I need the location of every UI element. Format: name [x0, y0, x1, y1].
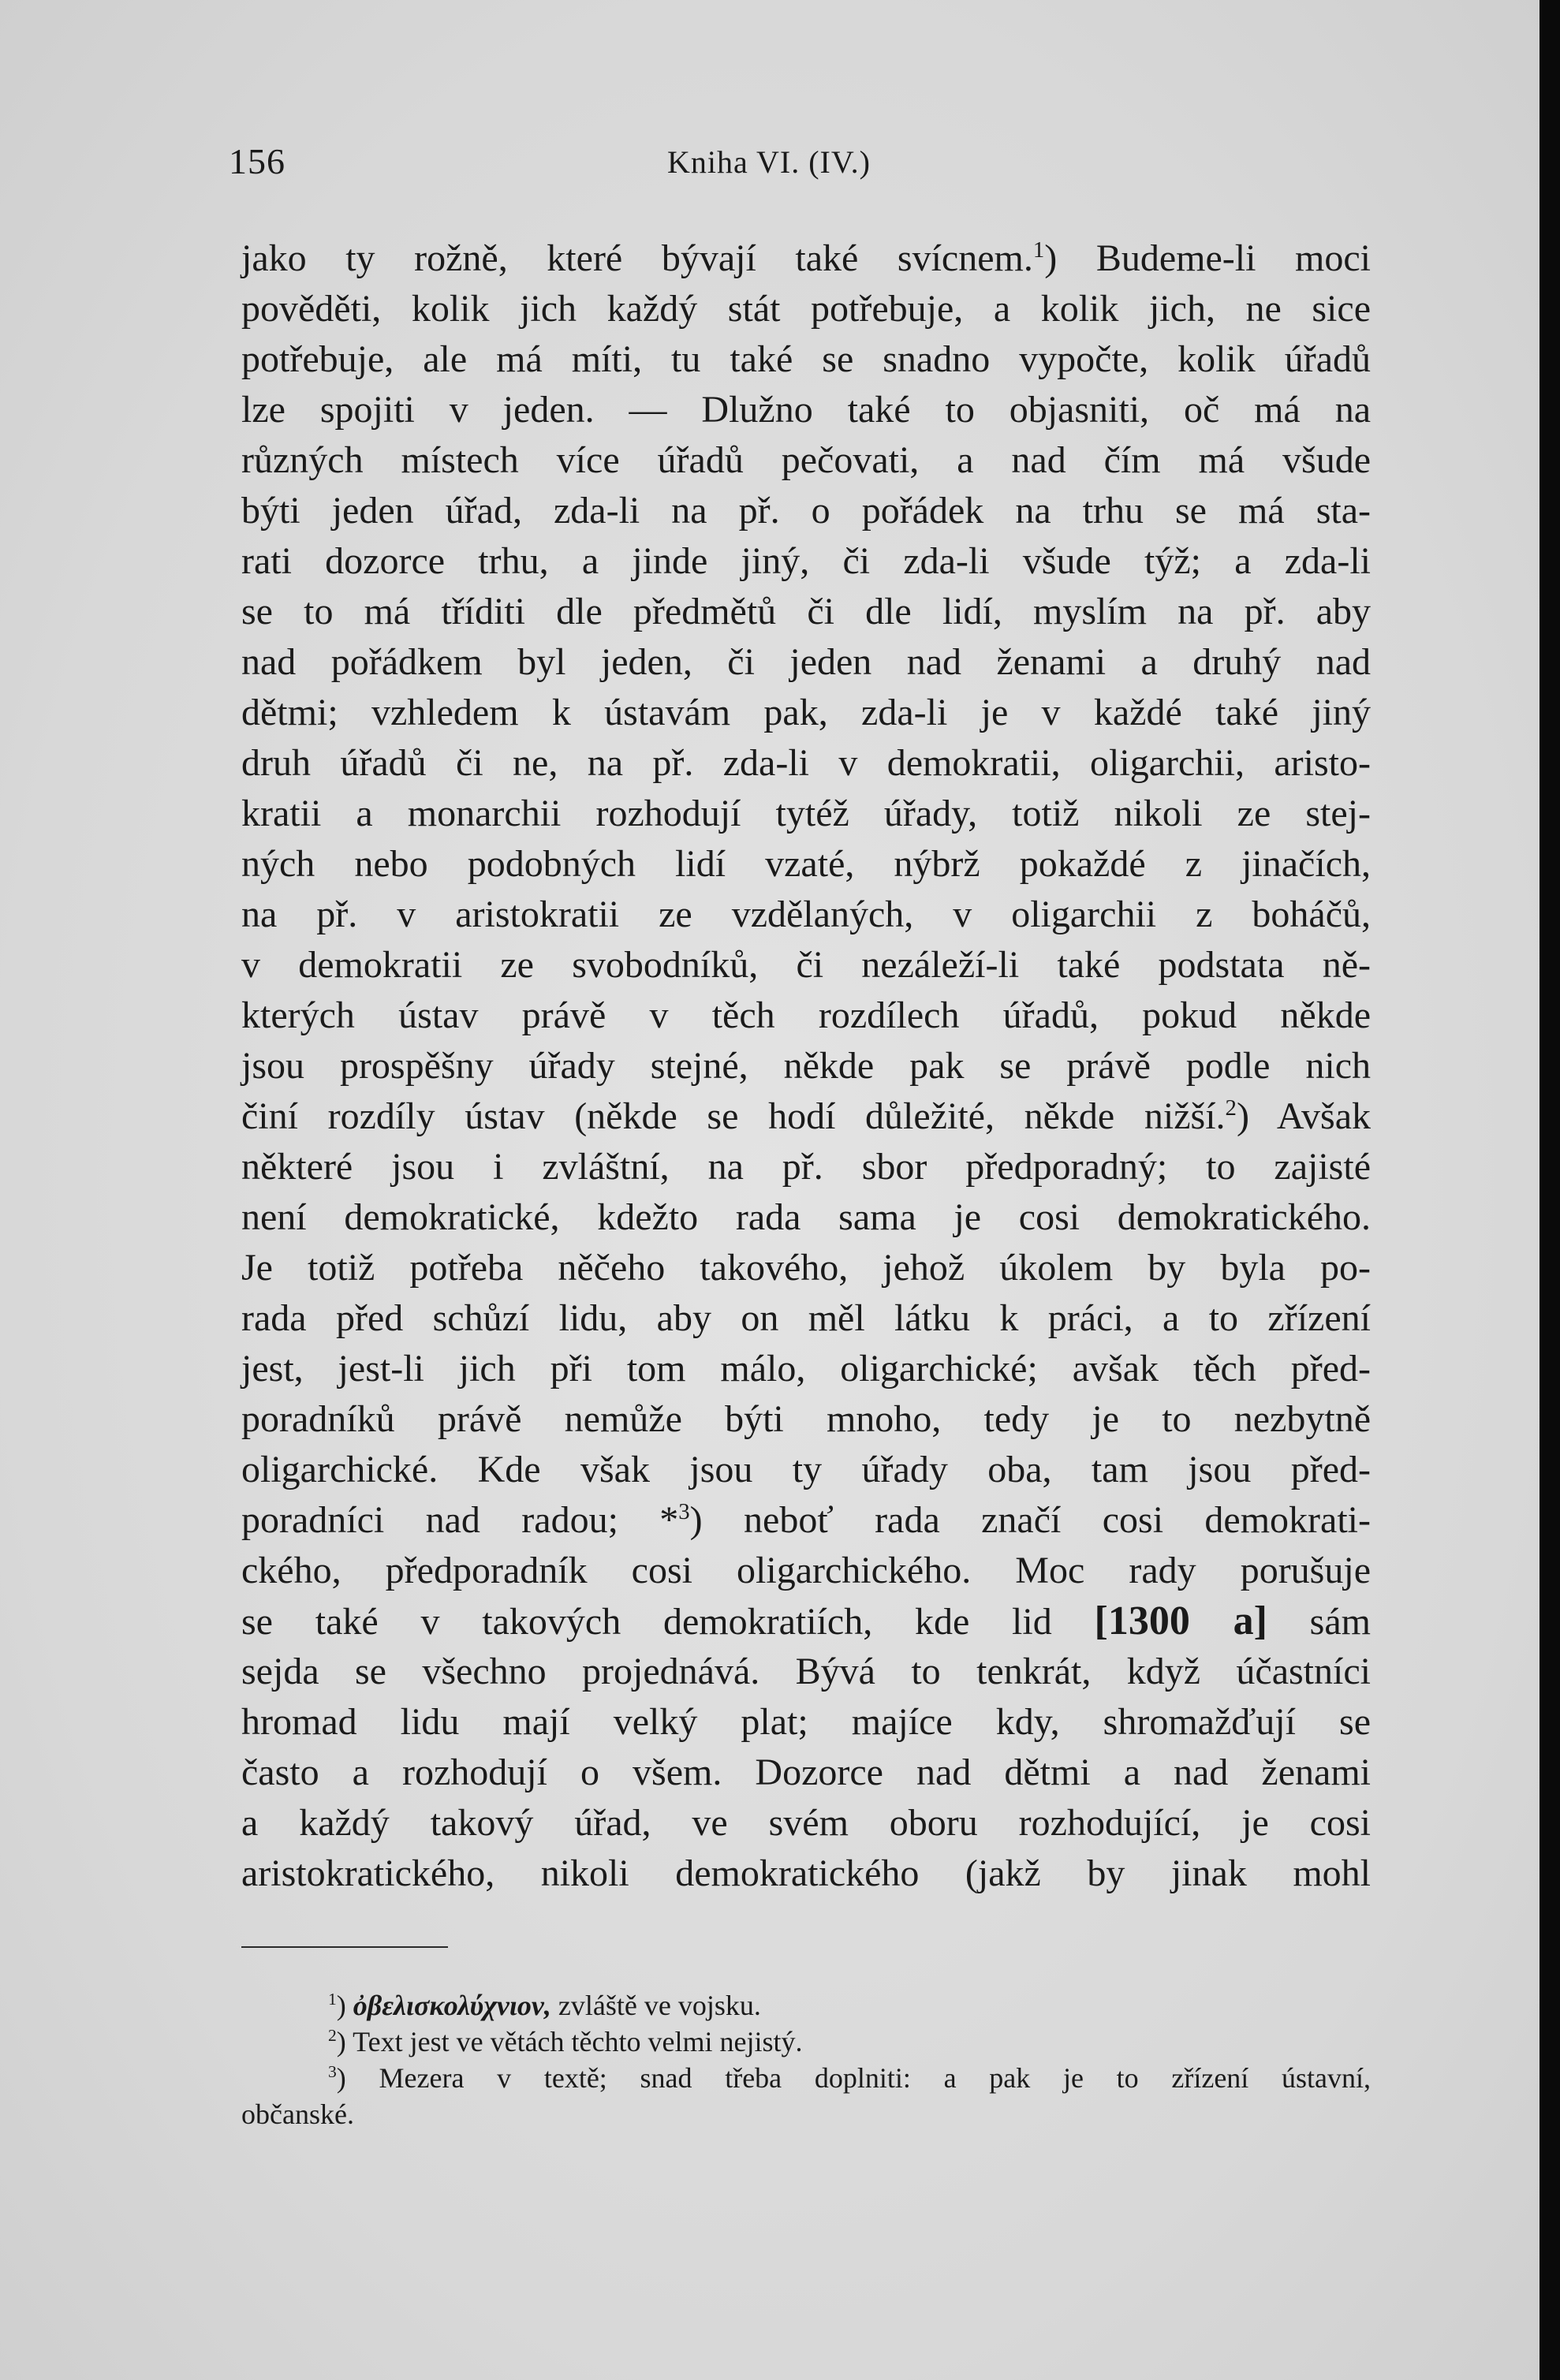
- footnote: $^1$) ὀβελισκολύχνιον, zvláště ve vojsku.: [328, 1990, 761, 2021]
- text-line: lze spojiti v jeden. — Dlužno také to objasniti, oč má na: [241, 389, 1371, 431]
- text-line: často a rozhodují o všem. Dozorce nad dětmi a nad ženami: [241, 1751, 1371, 1793]
- footnote: $^3$) Mezera v textě; snad třeba doplniti: a pak je to zřízení ústavní,: [328, 2062, 1372, 2094]
- text-line: poradníci nad radou; *$^3$) neboť rada značí cosi demokrati-: [241, 1499, 1371, 1541]
- text-line: jest, jest-li jich při tom málo, oligarchické; avšak těch před-: [241, 1348, 1371, 1390]
- footnote-separator: [241, 1946, 448, 1948]
- text-line: různých místech více úřadů pečovati, a nad čím má všude: [241, 439, 1371, 481]
- text-line: sejda se všechno projednává. Bývá to tenkrát, když účastníci: [241, 1651, 1371, 1692]
- text-line: kterých ústav právě v těch rozdílech úřadů, pokud někde: [241, 994, 1371, 1036]
- greek-term: ὀβελισκολύχνιον,: [353, 1990, 551, 2021]
- running-head: Kniha VI. (IV.): [667, 144, 871, 180]
- text-line: nad pořádkem byl jeden, či jeden nad ženami a druhý nad: [241, 641, 1371, 683]
- text-line: a každý takový úřad, ve svém oboru rozhodující, je cosi: [241, 1802, 1371, 1844]
- text-line: oligarchické. Kde však jsou ty úřady oba, tam jsou před-: [241, 1449, 1371, 1490]
- scan-edge: [1539, 0, 1560, 2380]
- footnote-number: 3: [328, 2062, 337, 2081]
- text-line: ných nebo podobných lidí vzaté, nýbrž pokaždé z jinačích,: [241, 843, 1371, 885]
- text-line: poradníků právě nemůže býti mnoho, tedy je to nezbytně: [241, 1398, 1371, 1440]
- text-line: ckého, předporadník cosi oligarchického. Moc rady porušuje: [241, 1550, 1371, 1591]
- footnote-ref: 2: [1225, 1095, 1237, 1121]
- footnotes: [241, 1987, 1371, 2132]
- text-line: potřebuje, ale má míti, tu také se snadno vypočte, kolik úřadů: [241, 338, 1371, 380]
- text-line: rati dozorce trhu, a jinde jiný, či zda-li všude týž; a zda-li: [241, 540, 1371, 582]
- page-header: [229, 140, 1380, 188]
- text-line: kratii a monarchii rozhodují tytéž úřady, totiž nikoli ze stej-: [241, 793, 1371, 834]
- text-line: se také v takových demokratiích, kde lid [1300 a] sám: [241, 1598, 1371, 1643]
- footnote: $^2$) Text jest ve větách těchto velmi nejistý.: [328, 2026, 803, 2057]
- footnote-number: 2: [328, 2026, 337, 2045]
- footnote-number: 1: [328, 1990, 337, 2009]
- text-line: v demokratii ze svobodníků, či nezáleží-li také podstata ně-: [241, 944, 1371, 986]
- text-line: na př. v aristokratii ze vzdělaných, v oligarchii z boháčů,: [241, 893, 1371, 935]
- text-line: býti jeden úřad, zda-li na př. o pořádek na trhu se má sta-: [241, 490, 1371, 532]
- footnote-continuation: občanské.: [241, 2098, 354, 2130]
- footnote-ref: 1: [1032, 237, 1045, 263]
- text-line: aristokratického, nikoli demokratického (jakž by jinak mohl: [241, 1852, 1371, 1894]
- text-line: se to má tříditi dle předmětů či dle lidí, myslím na př. aby: [241, 591, 1371, 632]
- text-line: rada před schůzí lidu, aby on měl látku k práci, a to zřízení: [241, 1297, 1371, 1339]
- text-line: pověděti, kolik jich každý stát potřebuje, a kolik jich, ne sice: [241, 288, 1371, 330]
- text-line: Je totiž potřeba něčeho takového, jehož úkolem by byla po-: [241, 1247, 1371, 1289]
- text-line: není demokratické, kdežto rada sama je cosi demokratického.: [241, 1196, 1371, 1238]
- page-number: 156: [229, 141, 286, 181]
- text-line: druh úřadů či ne, na př. zda-li v demokratii, oligarchii, aristo-: [241, 742, 1371, 784]
- text-line: jako ty rožně, které bývají také svícnem.$^1$) Budeme-li moci: [241, 237, 1371, 279]
- text-line: činí rozdíly ústav (někde se hodí důležité, někde nižší.$^2$) Avšak: [241, 1095, 1372, 1137]
- bekker-reference: [1300 a]: [1094, 1598, 1267, 1643]
- text-line: dětmi; vzhledem k ústavám pak, zda-li je v každé také jiný: [241, 692, 1371, 733]
- text-line: jsou prospěšny úřady stejné, někde pak se právě podle nich: [241, 1045, 1371, 1087]
- text-line: hromad lidu mají velký plat; majíce kdy, shromažďují se: [241, 1701, 1371, 1743]
- body-text: [241, 233, 1371, 1899]
- text-line: některé jsou i zvláštní, na př. sbor předporadný; to zajisté: [241, 1146, 1371, 1188]
- footnote-ref: 3: [678, 1499, 690, 1524]
